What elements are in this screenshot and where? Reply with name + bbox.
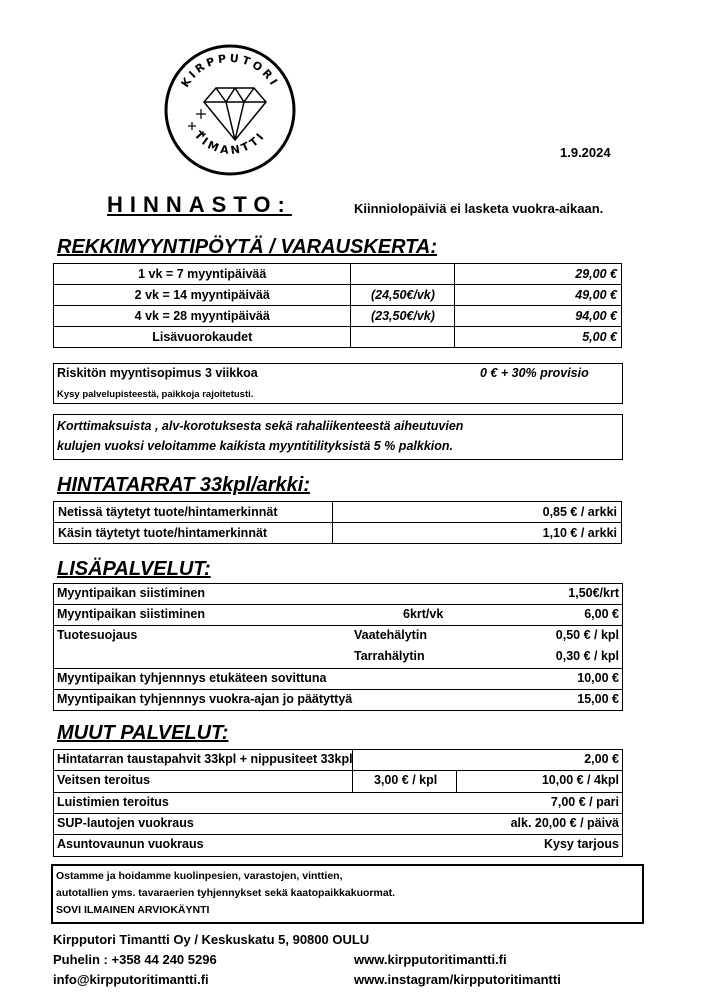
muut-heading: MUUT PALVELUT: (57, 722, 229, 744)
muut-r2-price: 10,00 € / 4kpl (541, 773, 619, 787)
rekki-label: 1 vk = 7 myyntipäivää (54, 264, 351, 285)
clearance-line2: autotallien yms. tavaraerien tyhjennykset sekä kaatopaikkakuormat. (56, 887, 396, 899)
footer-company: Kirpputori Timantti Oy / Keskuskatu 5, 90800 OULU (53, 932, 370, 947)
lisa-r5-price: 10,00 € (577, 671, 619, 685)
muut-r5-label: Asuntovaunun vuokraus (57, 837, 204, 851)
muut-r4-price: alk. 20,00 € / päivä (510, 816, 619, 830)
fee-notice-line1: Korttimaksuista , alv-korotuksesta sekä rahaliikenteestä aiheutuvien (57, 419, 464, 433)
footer-instagram[interactable]: www.instagram/kirpputoritimantti (354, 972, 561, 987)
riskless-box (53, 363, 623, 404)
table-row (54, 327, 622, 348)
lisa-r2-label: Myyntipaikan siistiminen (57, 607, 205, 621)
lisa-r1-label: Myyntipaikan siistiminen (57, 586, 205, 600)
lisa-r2-price: 6,00 € (584, 607, 619, 621)
logo-bottom-text: TIMANTTI (191, 128, 269, 158)
logo (160, 40, 300, 180)
rekki-heading: REKKIMYYNTIPÖYTÄ / VARAUSKERTA: (57, 236, 438, 258)
riskless-price: 0 € + 30% provisio (480, 366, 589, 380)
title-note: Kiinniolopäiviä ei lasketa vuokra-aikaan. (354, 201, 604, 216)
riskless-note: Kysy palvelupisteestä, paikkoja rajoitetusti. (57, 389, 254, 400)
lisa-r5-label: Myyntipaikan tyhjennnys etukäteen sovittuna (57, 671, 327, 685)
lisa-r3-label: Tuotesuojaus (57, 628, 138, 642)
hintatarrat-label: Käsin täytetyt tuote/hintamerkinnät (54, 523, 333, 544)
lisa-r6-price: 15,00 € (577, 692, 619, 706)
muut-r4-label: SUP-lautojen vuokraus (57, 816, 194, 830)
footer-email[interactable]: info@kirpputoritimantti.fi (53, 972, 209, 987)
muut-r3-label: Luistimien teroitus (57, 795, 169, 809)
muut-r3-price: 7,00 € / pari (550, 795, 619, 809)
hintatarrat-price: 1,10 € / arkki (332, 523, 621, 544)
hintatarrat-table (53, 501, 622, 544)
lisa-r4-price: 0,30 € / kpl (555, 649, 619, 663)
table-row (54, 306, 622, 327)
rekki-mid (351, 327, 455, 348)
footer-website[interactable]: www.kirpputoritimantti.fi (354, 952, 507, 967)
lisa-r2-mid: 6krt/vk (403, 607, 444, 621)
footer-phone: Puhelin : +358 44 240 5296 (53, 952, 217, 967)
lisa-r6-label: Myyntipaikan tyhjennnys vuokra-ajan jo päätyttyä (57, 692, 353, 706)
page-title: HINNASTO: (107, 192, 292, 217)
table-row (54, 285, 622, 306)
clearance-box (51, 864, 644, 924)
rekki-mid: (23,50€/vk) (351, 306, 455, 327)
rekki-price: 29,00 € (455, 264, 622, 285)
rekki-price: 49,00 € (455, 285, 622, 306)
fee-notice-line2: kulujen vuoksi veloitamme kaikista myyntitilityksistä 5 % palkkion. (57, 439, 453, 453)
rekki-label: Lisävuorokaudet (54, 327, 351, 348)
rekki-label: 4 vk = 28 myyntipäivää (54, 306, 351, 327)
clearance-line1: Ostamme ja hoidamme kuolinpesien, varastojen, vinttien, (56, 870, 343, 882)
riskless-label: Riskitön myyntisopimus 3 viikkoa (57, 366, 258, 380)
fee-notice-box (53, 414, 623, 460)
logo-top-text: KIRPPUTORI (178, 51, 282, 90)
rekki-mid: (24,50€/vk) (351, 285, 455, 306)
hintatarrat-heading: HINTATARRAT 33kpl/arkki: (57, 474, 310, 496)
lisapalvelut-box (53, 583, 623, 711)
muut-r1-label: Hintatarran taustapahvit 33kpl + nippusiteet 33kpl (57, 752, 353, 766)
lisa-r3-price: 0,50 € / kpl (555, 628, 619, 642)
hintatarrat-label: Netissä täytetyt tuote/hintamerkinnät (54, 502, 333, 523)
lisa-r3-mid: Vaatehälytin (354, 628, 427, 642)
lisa-r4-mid: Tarrahälytin (354, 649, 425, 663)
muut-r2-mid: 3,00 € / kpl (374, 773, 438, 787)
rekki-table (53, 263, 622, 348)
hintatarrat-price: 0,85 € / arkki (332, 502, 621, 523)
lisa-r1-price: 1,50€/krt (568, 586, 619, 600)
rekki-mid (351, 264, 455, 285)
table-row (54, 502, 622, 523)
muut-r2-label: Veitsen teroitus (57, 773, 151, 787)
rekki-price: 94,00 € (455, 306, 622, 327)
table-row (54, 264, 622, 285)
rekki-label: 2 vk = 14 myyntipäivää (54, 285, 351, 306)
lisapalvelut-heading: LISÄPALVELUT: (57, 558, 211, 580)
clearance-line3: SOVI ILMAINEN ARVIOKÄYNTI (56, 904, 210, 916)
date: 1.9.2024 (560, 145, 611, 160)
muut-box (53, 749, 623, 857)
muut-r5-price: Kysy tarjous (543, 837, 619, 851)
table-row (54, 523, 622, 544)
rekki-price: 5,00 € (455, 327, 622, 348)
muut-r1-price: 2,00 € (584, 752, 619, 766)
